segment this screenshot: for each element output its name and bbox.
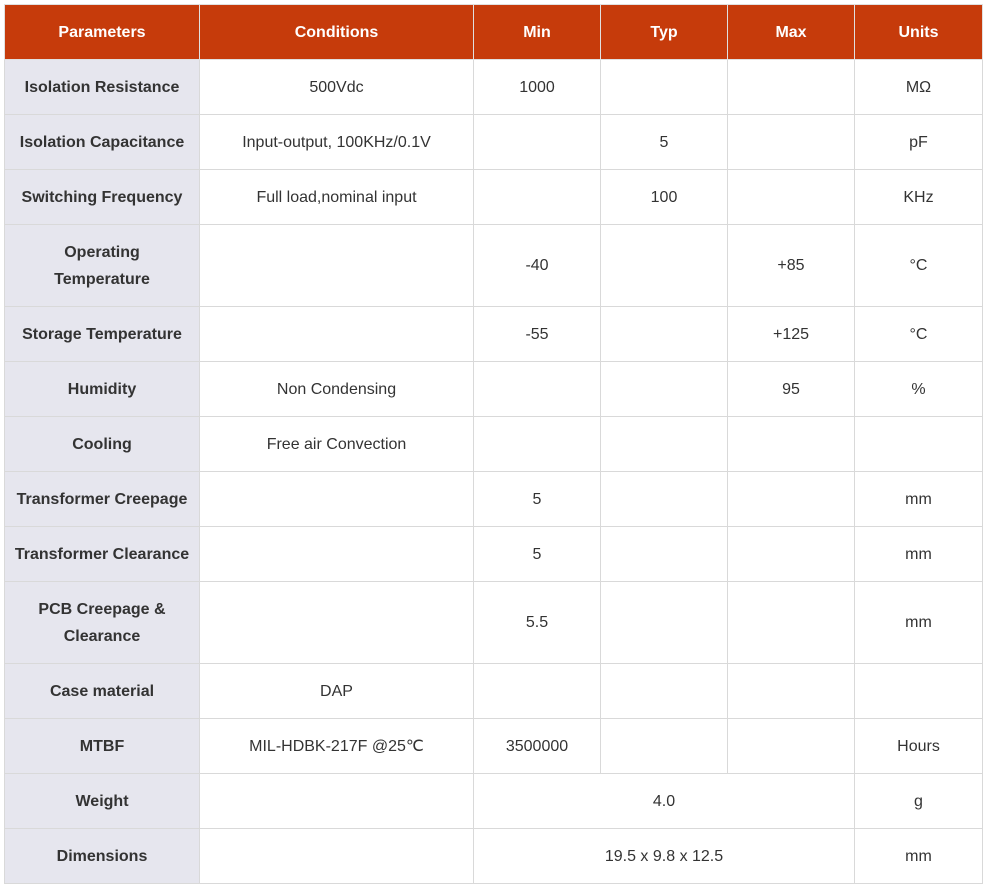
- unit-cell: °C: [855, 225, 983, 307]
- max-cell: +125: [728, 307, 855, 362]
- min-cell: 3500000: [474, 719, 601, 774]
- header-min: Min: [474, 5, 601, 60]
- table-row: [5, 664, 983, 719]
- parameter-name: Transformer Clearance: [5, 527, 200, 582]
- parameter-name: Case material: [5, 664, 200, 719]
- condition-cell: [200, 582, 474, 664]
- parameter-name: Humidity: [5, 362, 200, 417]
- unit-cell: mm: [855, 582, 983, 664]
- max-cell: [728, 472, 855, 527]
- min-cell: [474, 115, 601, 170]
- parameter-name: Switching Frequency: [5, 170, 200, 225]
- parameter-name: PCB Creepage & Clearance: [5, 582, 200, 664]
- table-row: [5, 225, 983, 307]
- header-typ: Typ: [601, 5, 728, 60]
- unit-cell: MΩ: [855, 60, 983, 115]
- table-row: [5, 774, 983, 829]
- min-cell: [474, 417, 601, 472]
- unit-cell: mm: [855, 829, 983, 884]
- min-cell: [474, 170, 601, 225]
- table-row: [5, 170, 983, 225]
- condition-cell: Input-output, 100KHz/0.1V: [200, 115, 474, 170]
- unit-cell: KHz: [855, 170, 983, 225]
- condition-cell: Non Condensing: [200, 362, 474, 417]
- parameter-name: Operating Temperature: [5, 225, 200, 307]
- unit-cell: g: [855, 774, 983, 829]
- min-cell: [474, 664, 601, 719]
- table-row: [5, 582, 983, 664]
- value-cell: 4.0: [474, 774, 855, 829]
- unit-cell: [855, 664, 983, 719]
- max-cell: [728, 170, 855, 225]
- max-cell: [728, 527, 855, 582]
- max-cell: [728, 417, 855, 472]
- parameter-name: Isolation Resistance: [5, 60, 200, 115]
- typ-cell: 5: [601, 115, 728, 170]
- header-units: Units: [855, 5, 983, 60]
- table-row: [5, 829, 983, 884]
- max-cell: [728, 60, 855, 115]
- condition-cell: [200, 225, 474, 307]
- typ-cell: [601, 664, 728, 719]
- max-cell: [728, 719, 855, 774]
- min-cell: 5.5: [474, 582, 601, 664]
- specifications-table: [4, 4, 983, 884]
- typ-cell: [601, 719, 728, 774]
- parameter-name: Dimensions: [5, 829, 200, 884]
- min-cell: -55: [474, 307, 601, 362]
- parameter-name: Cooling: [5, 417, 200, 472]
- typ-cell: [601, 527, 728, 582]
- unit-cell: mm: [855, 472, 983, 527]
- table-row: [5, 307, 983, 362]
- max-cell: [728, 115, 855, 170]
- unit-cell: mm: [855, 527, 983, 582]
- typ-cell: [601, 362, 728, 417]
- typ-cell: [601, 225, 728, 307]
- parameter-name: Isolation Capacitance: [5, 115, 200, 170]
- parameter-name: Storage Temperature: [5, 307, 200, 362]
- parameter-name: Weight: [5, 774, 200, 829]
- table-row: [5, 527, 983, 582]
- condition-cell: [200, 774, 474, 829]
- value-cell: 19.5 x 9.8 x 12.5: [474, 829, 855, 884]
- table-row: [5, 115, 983, 170]
- parameter-name: Transformer Creepage: [5, 472, 200, 527]
- table-row: [5, 60, 983, 115]
- table-row: [5, 719, 983, 774]
- table-header-row: [5, 5, 983, 60]
- condition-cell: [200, 527, 474, 582]
- table-row: [5, 417, 983, 472]
- min-cell: 5: [474, 527, 601, 582]
- unit-cell: [855, 417, 983, 472]
- table-row: [5, 362, 983, 417]
- parameter-name: MTBF: [5, 719, 200, 774]
- typ-cell: [601, 307, 728, 362]
- unit-cell: pF: [855, 115, 983, 170]
- max-cell: [728, 582, 855, 664]
- header-parameters: Parameters: [5, 5, 200, 60]
- min-cell: [474, 362, 601, 417]
- condition-cell: [200, 307, 474, 362]
- min-cell: -40: [474, 225, 601, 307]
- unit-cell: Hours: [855, 719, 983, 774]
- table-row: [5, 472, 983, 527]
- max-cell: +85: [728, 225, 855, 307]
- unit-cell: %: [855, 362, 983, 417]
- typ-cell: 100: [601, 170, 728, 225]
- header-conditions: Conditions: [200, 5, 474, 60]
- condition-cell: Full load,nominal input: [200, 170, 474, 225]
- min-cell: 1000: [474, 60, 601, 115]
- unit-cell: °C: [855, 307, 983, 362]
- typ-cell: [601, 417, 728, 472]
- condition-cell: [200, 472, 474, 527]
- max-cell: [728, 664, 855, 719]
- condition-cell: Free air Convection: [200, 417, 474, 472]
- condition-cell: [200, 829, 474, 884]
- condition-cell: 500Vdc: [200, 60, 474, 115]
- header-max: Max: [728, 5, 855, 60]
- min-cell: 5: [474, 472, 601, 527]
- condition-cell: DAP: [200, 664, 474, 719]
- condition-cell: MIL-HDBK-217F @25℃: [200, 719, 474, 774]
- typ-cell: [601, 60, 728, 115]
- typ-cell: [601, 472, 728, 527]
- max-cell: 95: [728, 362, 855, 417]
- typ-cell: [601, 582, 728, 664]
